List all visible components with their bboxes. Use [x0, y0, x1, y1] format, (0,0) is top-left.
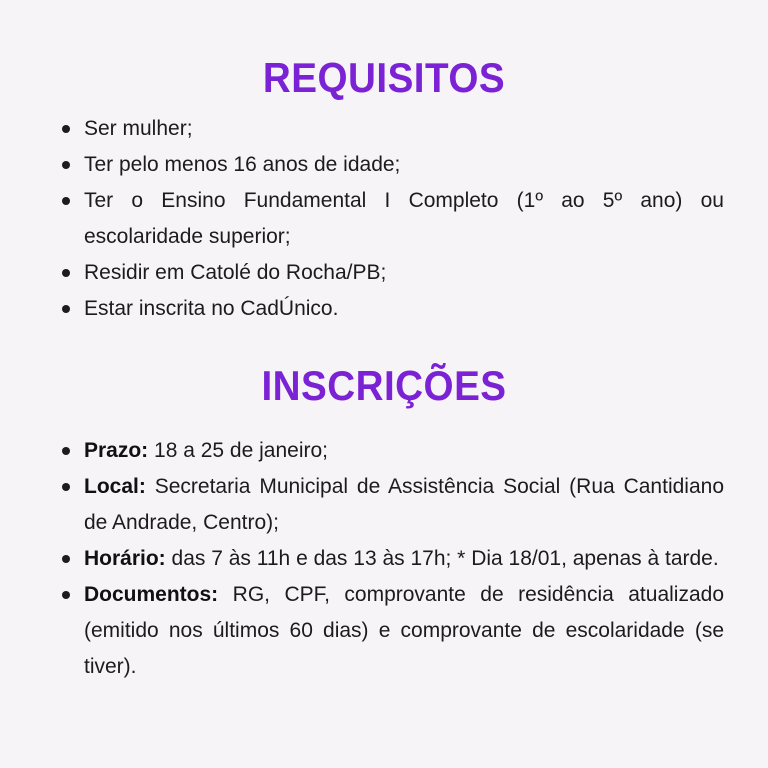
list-item — [84, 291, 724, 327]
list-item-text: Residir em Catolé do Rocha/PB; — [84, 261, 387, 284]
item-label: Prazo: — [84, 439, 149, 462]
item-label: Horário: — [84, 547, 166, 570]
list-item-text: Ter pelo menos 16 anos de idade; — [84, 153, 401, 176]
bullet-icon — [62, 125, 70, 133]
item-text: Secretaria Municipal de Assistência Social (Rua Cantidiano de Andrade, Centro); — [84, 475, 724, 534]
bullet-icon — [62, 197, 70, 205]
list-item-documentos — [84, 577, 724, 685]
list-item-text: Ter o Ensino Fundamental I Completo (1º ao 5º ano) ou escolaridade superior; — [84, 189, 724, 248]
bullet-icon — [62, 483, 70, 491]
list-item — [84, 147, 724, 183]
list-item-local — [84, 469, 724, 541]
list-item-text: Estar inscrita no CadÚnico. — [84, 297, 339, 320]
list-item-prazo — [84, 433, 724, 469]
bullet-icon — [62, 161, 70, 169]
list-item — [84, 255, 724, 291]
inscricoes-heading: INSCRIÇÕES — [261, 362, 507, 409]
bullet-icon — [62, 305, 70, 313]
list-item — [84, 111, 724, 147]
bullet-icon — [62, 269, 70, 277]
item-text: 18 a 25 de janeiro; — [154, 439, 328, 462]
item-label: Local: — [84, 475, 146, 498]
item-label: Documentos: — [84, 583, 219, 606]
list-item-horario — [84, 541, 724, 577]
bullet-icon — [62, 591, 70, 599]
requisitos-list — [84, 111, 724, 327]
requisitos-heading: REQUISITOS — [262, 54, 506, 101]
bullet-icon — [62, 555, 70, 563]
list-item-text: Ser mulher; — [84, 117, 193, 140]
item-text: RG, CPF, comprovante de residência atualizado (emitido nos últimos 60 dias) e comprovante de escolaridade (se tiver). — [84, 583, 724, 678]
list-item — [84, 183, 724, 255]
inscricoes-list — [84, 433, 724, 685]
bullet-icon — [62, 447, 70, 455]
item-text: das 7 às 11h e das 13 às 17h; * Dia 18/01, apenas à tarde. — [171, 547, 719, 570]
